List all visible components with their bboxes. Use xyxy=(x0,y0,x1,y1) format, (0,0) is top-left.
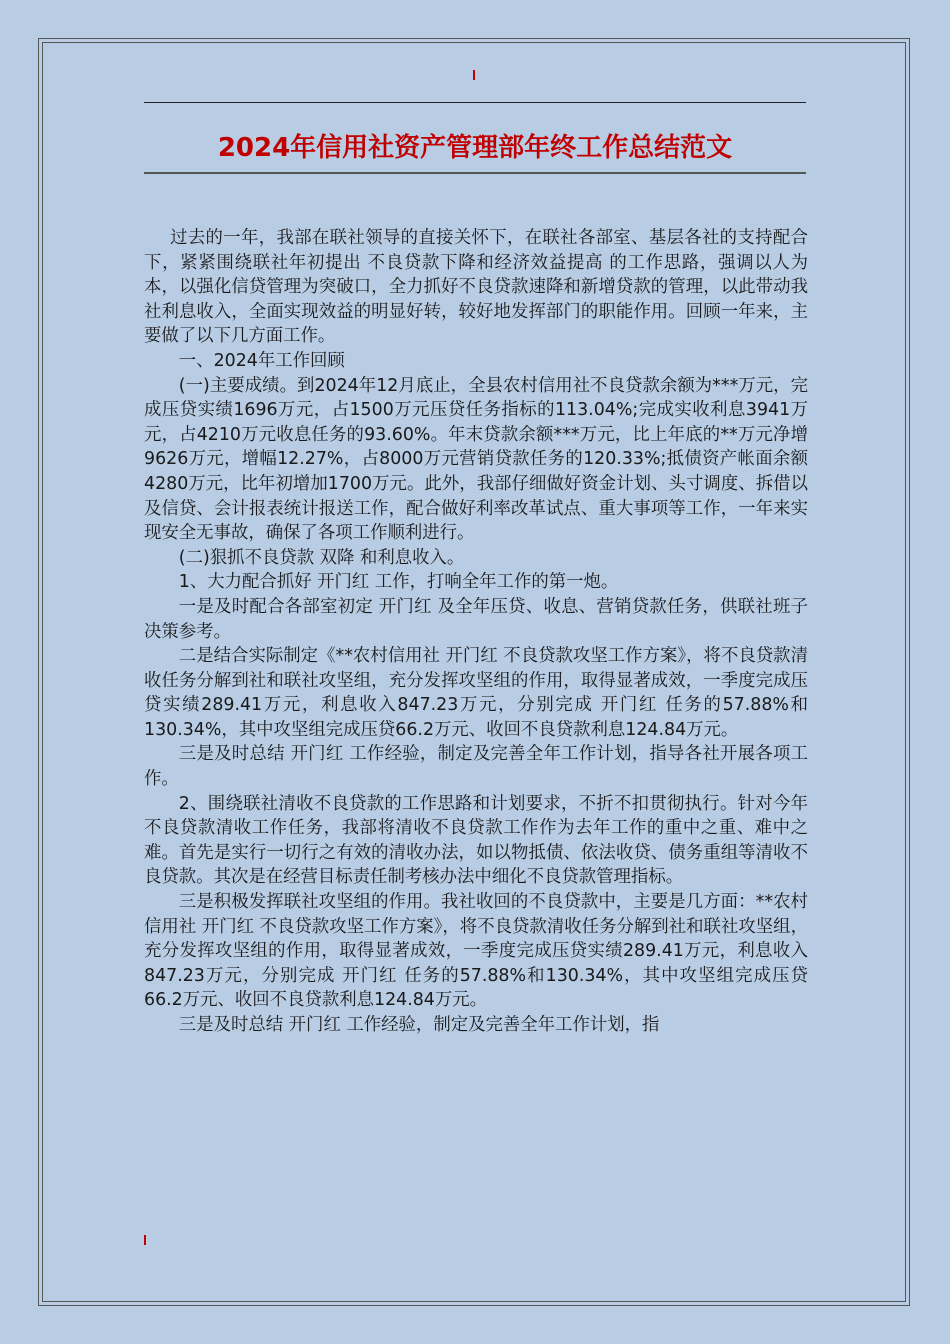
item-collection-plan: 2、围绕联社清收不良贷款的工作思路和计划要求，不折不扣贯彻执行。针对今年不良贷款清收工作任务，我部将清收不良贷款工作作为去年工作的重中之重、难中之难。首先是实行一切行之有效的清收办法，如以物抵债、依法收贷、债务重组等清收不良贷款。其次是在经营目标责任制考核办法中细化不良贷款管理指标。 xyxy=(144,793,808,888)
document-body xyxy=(144,226,808,1038)
header-marker xyxy=(473,70,475,80)
paragraph-intro: 过去的一年，我部在联社领导的直接关怀下，在联社各部室、基层各社的支持配合下，紧紧围绕联社年初提出 不良贷款下降和经济效益提高 的工作思路，强调以人为本，以强化信贷管理为突破口，全力抓好不良贷款速降和新增贷款的管理，以此带动我社利息收入，全面实现效益的明显好转，较好地发挥部门的职能作用。回顾一年来，主要做了以下几方面工作。 xyxy=(144,228,808,347)
paragraph-achievements: (一)主要成绩。到2024年12月底止，全县农村信用社不良贷款余额为***万元，完成压贷实绩1696万元，占1500万元压贷任务指标的113.04%;完成实收利息3941万元，占4210万元收息任务的93.60%。年末贷款余额***万元，比上年底的**万元净增9626万元，增幅12.27%，占8000万元营销贷款任务的120.33%;抵债资产帐面余额4280万元，比年初增加1700万元。此外，我部仔细做好资金计划、头寸调度、拆借以及信贷、会计报表统计报送工作，配合做好利率改革试点、重大事项等工作，一年来实现安全无事故，确保了各项工作顺利进行。 xyxy=(144,375,808,544)
header-rule xyxy=(144,102,806,103)
paragraph-first-point: 一是及时配合各部室初定 开门红 及全年压贷、收息、营销贷款任务，供联社班子决策参考。 xyxy=(144,596,808,642)
paragraph-task-force: 三是积极发挥联社攻坚组的作用。我社收回的不良贷款中，主要是几方面：**农村信用社 开门红 不良贷款攻坚工作方案》，将不良贷款清收任务分解到社和联社攻坚组，充分发挥攻坚组的作用，取得显著成效，一季度完成压贷实绩289.41万元，利息收入847.23万元，分别完成 开门红 任务的57.88%和130.34%，其中攻坚组完成压贷66.2万元、收回不良贷款利息124.84万元。 xyxy=(144,892,808,1011)
paragraph-summary-truncated: 三是及时总结 开门红 工作经验，制定及完善全年工作计划，指 xyxy=(178,1015,660,1035)
paragraph-third-point: 三是及时总结 开门红 工作经验，制定及完善全年工作计划，指导各社开展各项工作。 xyxy=(144,744,808,790)
document-title: 2024年信用社资产管理部年终工作总结范文 xyxy=(217,133,733,163)
section-heading-review: 一、2024年工作回顾 xyxy=(178,350,345,371)
paragraph-second-point: 二是结合实际制定《**农村信用社 开门红 不良贷款攻坚工作方案》，将不良贷款清收任务分解到社和联社攻坚组，充分发挥攻坚组的作用，取得显著成效，一季度完成压贷实绩289.41万元，利息收入847.23万元，分别完成 开门红 任务的57.88%和130.34%，其中攻坚组完成压贷66.2万元、收回不良贷款利息124.84万元。 xyxy=(144,646,808,740)
footer-marker xyxy=(144,1235,146,1245)
subheading-double-reduction: (二)狠抓不良贷款 双降 和利息收入。 xyxy=(178,547,465,568)
title-rule xyxy=(144,172,806,174)
item-kaimenhong: 1、大力配合抓好 开门红 工作，打响全年工作的第一炮。 xyxy=(178,572,619,593)
